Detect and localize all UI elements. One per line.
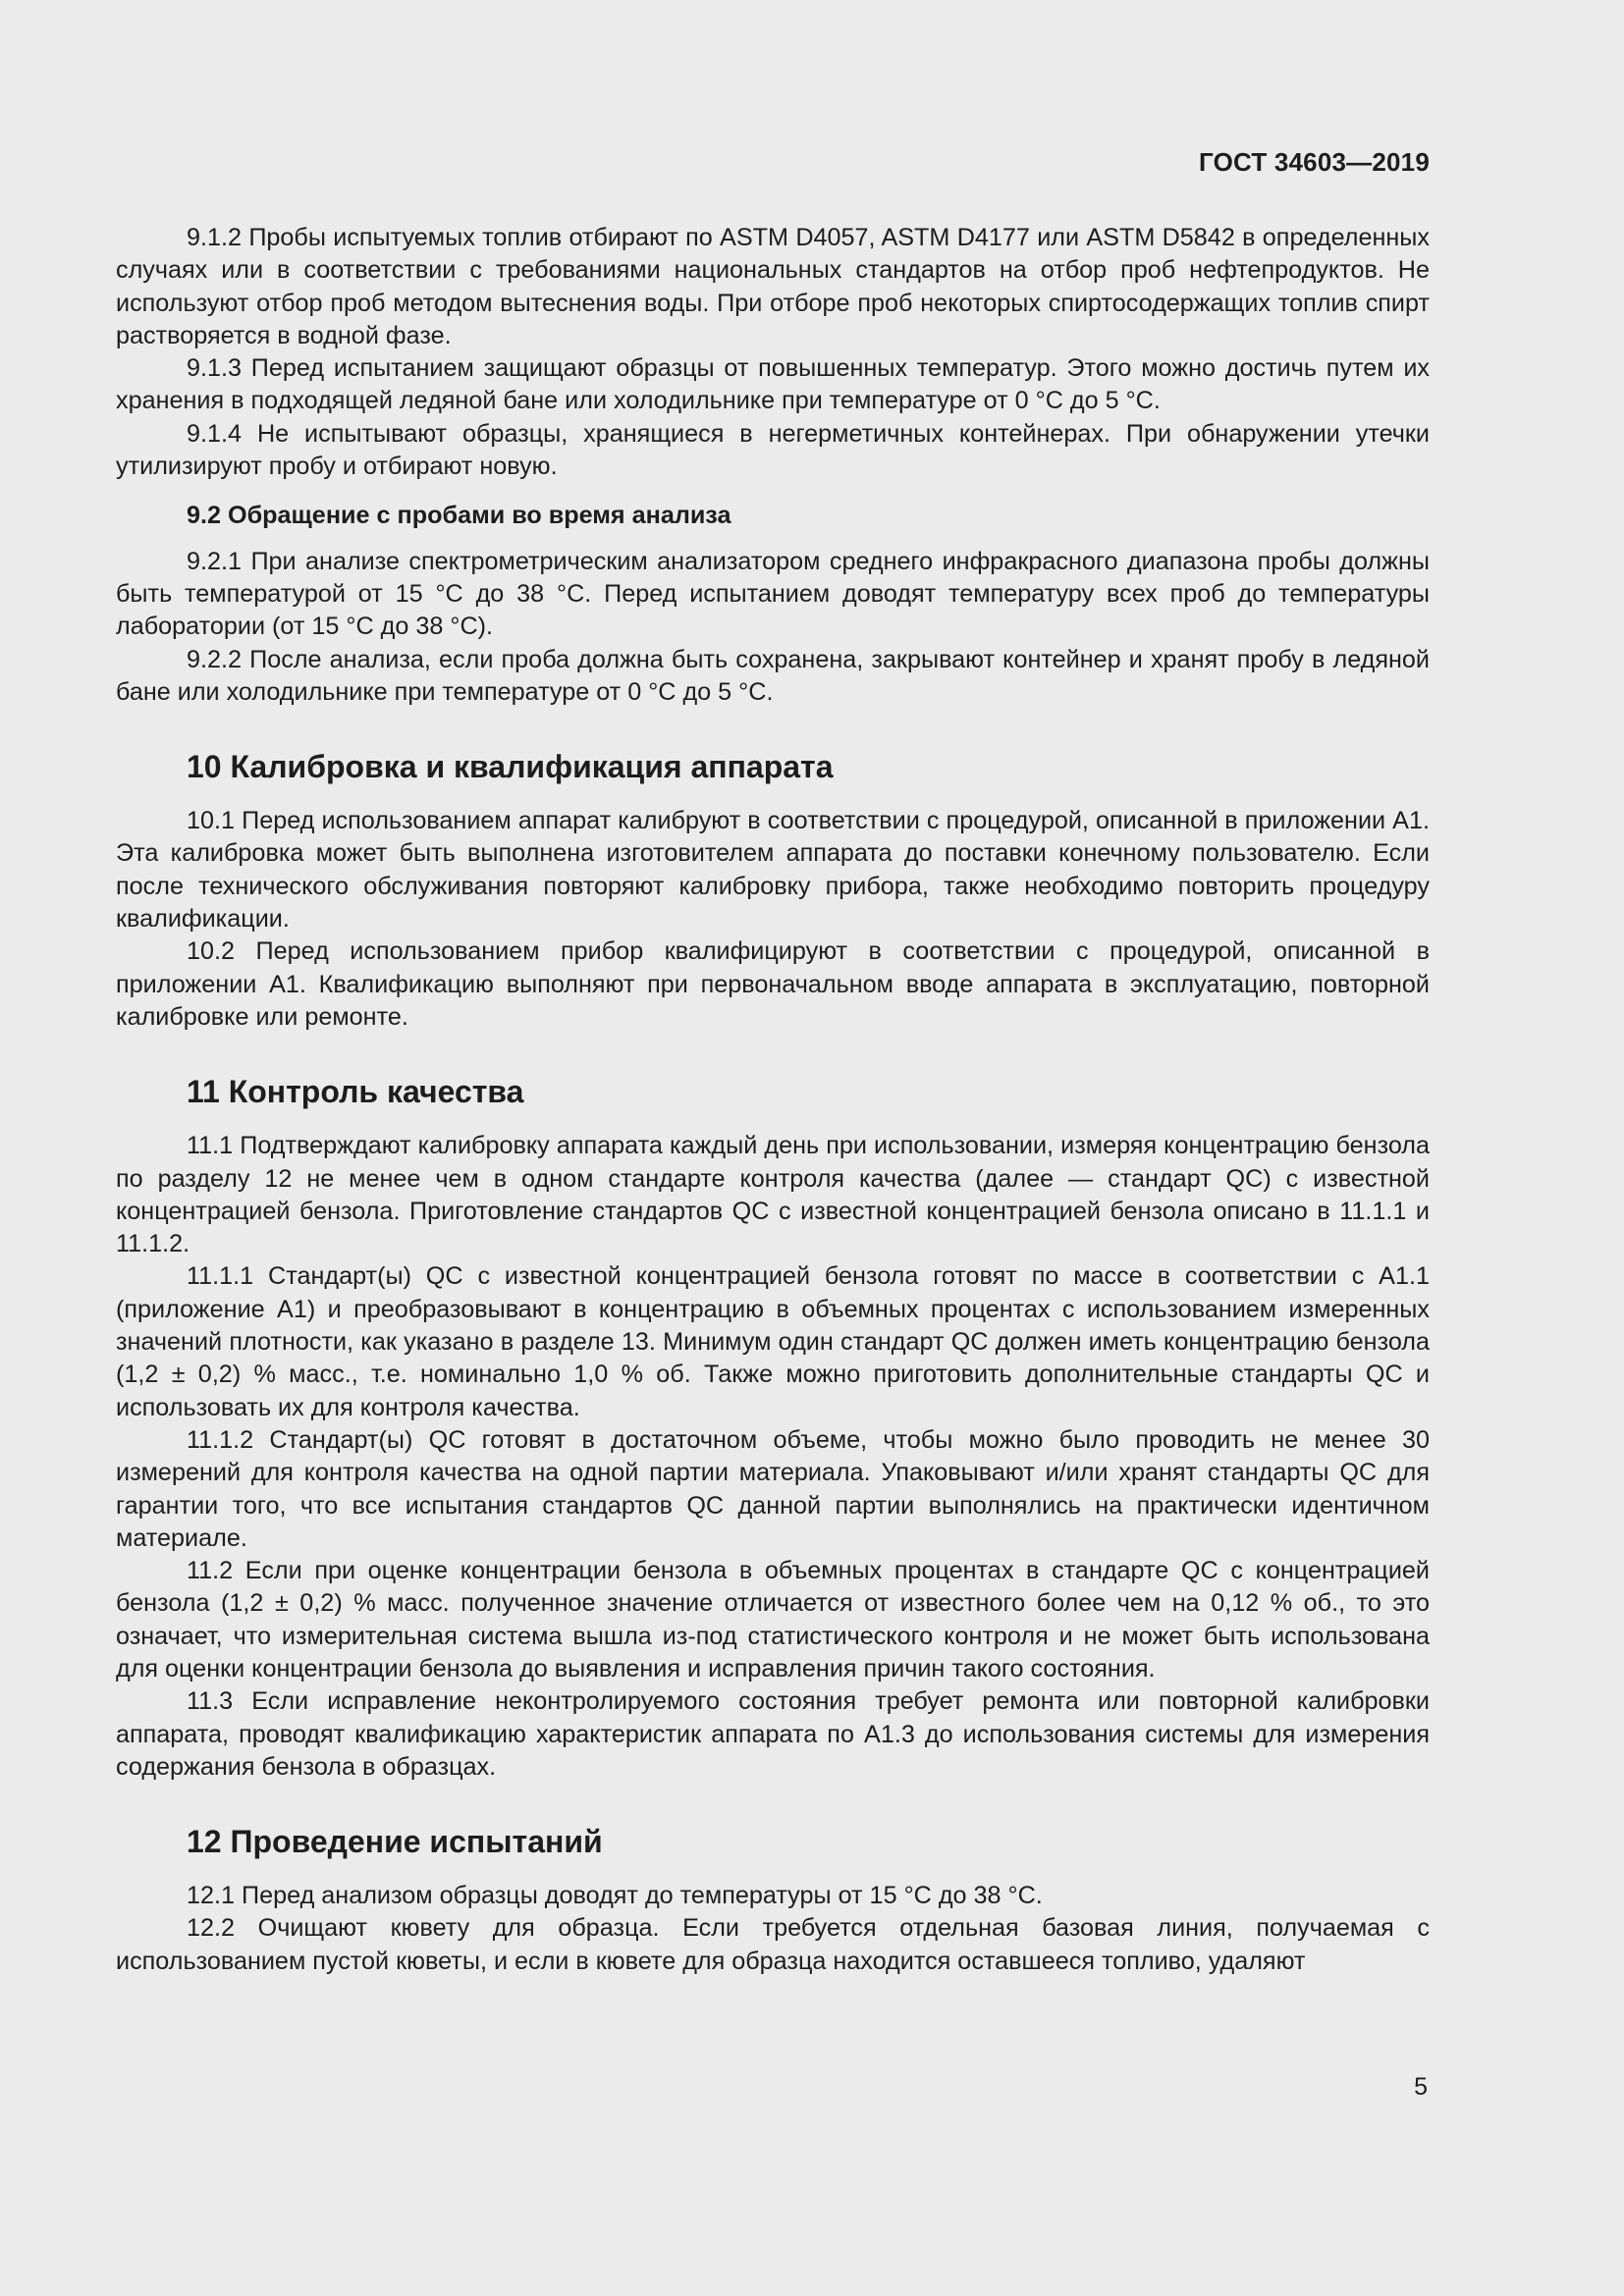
paragraph-11-2: 11.2 Если при оценке концентрации бензола в объемных процентах в стандарте QC с концентрацией бензола (1,2 ± 0,2) % масс. полученное значение отличается от известного более чем на 0,12 % об., то это означает, что измерительная система вышла из-под статистического контроля и не может быть использована для оценки концентрации бензола до выявления и исправления причин такого состояния. — [116, 1557, 1430, 1682]
paragraph-11-1-2: 11.1.2 Стандарт(ы) QC готовят в достаточном объеме, чтобы можно было проводить не менее 30 измерений для контроля качества на одной партии материала. Упаковывают и/или хранят стандарты QC для гарантии того, что все испытания стандартов QC данной партии выполнялись на практически идентичном материале. — [116, 1425, 1430, 1552]
paragraph-12-2: 12.2 Очищают кювету для образца. Если требуется отдельная базовая линия, получаемая с использованием пустой кюветы, и если в кювете для образца находится оставшееся топливо, удаляют — [116, 1914, 1430, 1975]
section-heading-12: 12 Проведение испытаний — [187, 1824, 603, 1860]
paragraph-9-2-1: 9.2.1 При анализе спектрометрическим анализатором среднего инфракрасного диапазона пробы должны быть температурой от 15 °С до 38 °С. Перед испытанием доводят температуру всех проб до температуры лаборатории (от 15 °С до 38 °С). — [116, 547, 1430, 641]
paragraph-9-1-4: 9.1.4 Не испытывают образцы, хранящиеся в негерметичных контейнерах. При обнаружении утечки утилизируют пробу и отбирают новую. — [116, 419, 1430, 481]
paragraph-9-1-3: 9.1.3 Перед испытанием защищают образцы от повышенных температур. Этого можно достичь путем их хранения в подходящей ледяной бане или холодильнике при температуре от 0 °С до 5 °С. — [116, 354, 1430, 415]
section-heading-11: 11 Контроль качества — [187, 1074, 524, 1110]
page-number: 5 — [1414, 2073, 1428, 2101]
document-body — [116, 222, 1430, 1978]
section-heading-10: 10 Калибровка и квалификация аппарата — [187, 749, 834, 785]
paragraph-11-1: 11.1 Подтверждают калибровку аппарата каждый день при использовании, измеряя концентрацию бензола по разделу 12 не менее чем в одном стандарте контроля качества (далее — стандарт QC) с известной концентрацией бензола. Приготовление стандартов QC с известной концентрацией бензола описано в 11.1.1 и 11.1.2. — [116, 1132, 1430, 1258]
paragraph-10-2: 10.2 Перед использованием прибор квалифицируют в соответствии с процедурой, описанной в приложении А1. Квалификацию выполняют при первоначальном вводе аппарата в эксплуатацию, повторной калибровке или ремонте. — [116, 937, 1430, 1031]
paragraph-11-3: 11.3 Если исправление неконтролируемого состояния требует ремонта или повторной калибровки аппарата, проводят квалификацию характеристик аппарата по А1.3 до использования системы для измерения содержания бензола в образцах. — [116, 1687, 1430, 1781]
paragraph-12-1: 12.1 Перед анализом образцы доводят до температуры от 15 °С до 38 °С. — [187, 1882, 1043, 1910]
paragraph-9-1-2: 9.1.2 Пробы испытуемых топлив отбирают по ASTM D4057, ASTM D4177 или ASTM D5842 в определенных случаях или в соответствии с требованиями национальных стандартов на отбор проб нефтепродуктов. Не используют отбор проб методом вытеснения воды. При отборе проб некоторых спиртосодержащих топлив спирт растворяется в водной фазе. — [116, 224, 1430, 349]
paragraph-11-1-1: 11.1.1 Стандарт(ы) QC с известной концентрацией бензола готовят по массе в соответствии с А1.1 (приложение А1) и преобразовывают в концентрацию в объемных процентах с использованием измеренных значений плотности, как указано в разделе 13. Минимум один стандарт QC должен иметь концентрацию бензола (1,2 ± 0,2) % масс., т.е. номинально 1,0 % об. Также можно приготовить дополнительные стандарты QC и использовать их для контроля качества. — [116, 1262, 1430, 1421]
subsection-heading-9-2: 9.2 Обращение с пробами во время анализа — [187, 502, 731, 530]
paragraph-9-2-2: 9.2.2 После анализа, если проба должна быть сохранена, закрывают контейнер и хранят пробу в ледяной бане или холодильнике при температуре от 0 °С до 5 °С. — [116, 645, 1430, 706]
paragraph-10-1: 10.1 Перед использованием аппарат калибруют в соответствии с процедурой, описанной в приложении А1. Эта калибровка может быть выполнена изготовителем аппарата до поставки конечному пользователю. Если после технического обслуживания повторяют калибровку прибора, также необходимо повторить процедуру квалификации. — [116, 807, 1430, 934]
document-id-header: ГОСТ 34603—2019 — [1199, 147, 1430, 177]
